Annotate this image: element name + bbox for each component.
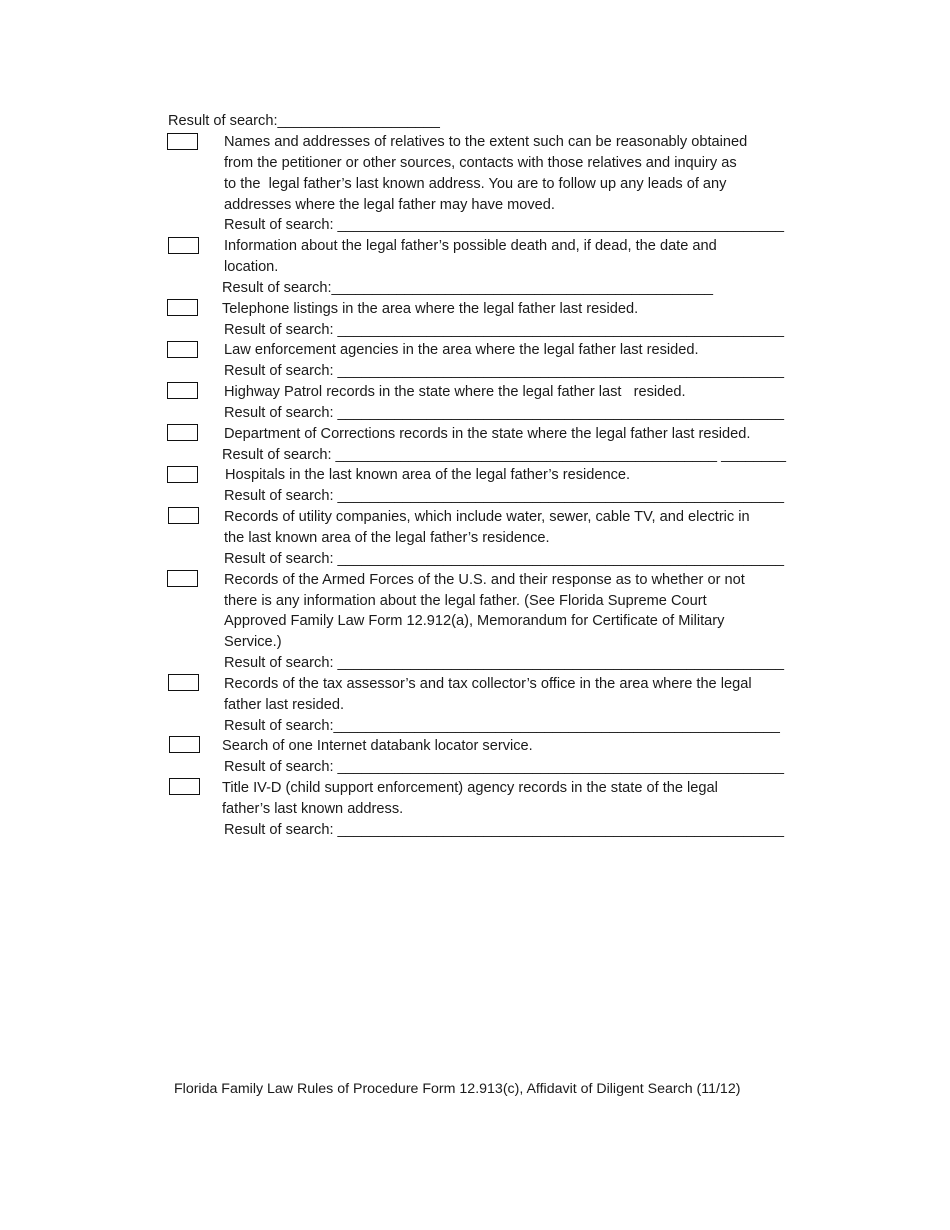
item-law-enforcement: Law enforcement agencies in the area where the legal father last resided. xyxy=(224,342,699,358)
checkbox-corrections[interactable] xyxy=(167,424,198,441)
checkbox-highway-patrol[interactable] xyxy=(167,382,198,399)
item-death-info-line-2: location. xyxy=(224,259,279,275)
item-armed-forces-line-2: there is any information about the legal father. (See Florida Supreme Court xyxy=(224,593,707,609)
checkbox-death-info[interactable] xyxy=(168,237,199,254)
checkbox-hospitals[interactable] xyxy=(167,466,198,483)
result-law-enforcement[interactable]: Result of search: _______________________________________________________ xyxy=(224,363,784,379)
checkbox-relatives[interactable] xyxy=(167,133,198,150)
item-utility-line-1: Records of utility companies, which include water, sewer, cable TV, and electric in xyxy=(224,509,750,525)
item-utility-line-2: the last known area of the legal father’s residence. xyxy=(224,530,550,546)
form-footer: Florida Family Law Rules of Procedure Form 12.913(c), Affidavit of Diligent Search (11/12) xyxy=(174,1081,741,1097)
item-relatives-line-2: from the petitioner or other sources, contacts with those relatives and inquiry as xyxy=(224,155,737,171)
result-highway-patrol[interactable]: Result of search: _______________________________________________________ xyxy=(224,405,784,421)
result-relatives[interactable]: Result of search: _______________________________________________________ xyxy=(224,217,784,233)
item-hospitals: Hospitals in the last known area of the legal father’s residence. xyxy=(225,467,631,483)
item-internet-locator: Search of one Internet databank locator service. xyxy=(222,738,533,754)
checkbox-law-enforcement[interactable] xyxy=(167,341,198,358)
result-hospitals[interactable]: Result of search: _______________________________________________________ xyxy=(224,488,784,504)
checkbox-tax-records[interactable] xyxy=(168,674,199,691)
result-utility[interactable]: Result of search: _______________________________________________________ xyxy=(224,551,784,567)
item-armed-forces-line-3: Approved Family Law Form 12.912(a), Memorandum for Certificate of Military xyxy=(224,613,725,629)
result-tax-records[interactable]: Result of search:_______________________________________________________ xyxy=(224,718,780,734)
result-armed-forces[interactable]: Result of search: _______________________________________________________ xyxy=(224,655,784,671)
item-highway-patrol: Highway Patrol records in the state where the legal father last resided. xyxy=(224,384,686,400)
item-title-iv-d-line-1: Title IV-D (child support enforcement) agency records in the state of the legal xyxy=(222,780,718,796)
result-internet-locator[interactable]: Result of search: _______________________________________________________ xyxy=(224,759,784,775)
item-death-info-line-1: Information about the legal father’s possible death and, if dead, the date and xyxy=(224,238,717,254)
checkbox-utility[interactable] xyxy=(168,507,199,524)
result-corrections[interactable]: Result of search: _______________________________________________ ________ xyxy=(222,447,787,463)
checkbox-internet-locator[interactable] xyxy=(169,736,200,753)
result-death-info[interactable]: Result of search:_______________________________________________ xyxy=(222,280,713,296)
checkbox-armed-forces[interactable] xyxy=(167,570,198,587)
item-telephone: Telephone listings in the area where the legal father last resided. xyxy=(222,301,639,317)
item-relatives-line-4: addresses where the legal father may have moved. xyxy=(224,197,555,213)
item-title-iv-d-line-2: father’s last known address. xyxy=(222,801,404,817)
top-result-of-search[interactable]: Result of search:____________________ xyxy=(168,113,440,129)
item-relatives-line-1: Names and addresses of relatives to the extent such can be reasonably obtained xyxy=(224,134,748,150)
item-relatives-line-3: to the legal father’s last known address. You are to follow up any leads of any xyxy=(224,176,727,192)
result-telephone[interactable]: Result of search: _______________________________________________________ xyxy=(224,322,784,338)
result-title-iv-d[interactable]: Result of search: _______________________________________________________ xyxy=(224,822,784,838)
item-armed-forces-line-1: Records of the Armed Forces of the U.S. and their response as to whether or not xyxy=(224,572,745,588)
item-tax-records-line-1: Records of the tax assessor’s and tax collector’s office in the area where the legal xyxy=(224,676,752,692)
item-armed-forces-line-4: Service.) xyxy=(224,634,282,650)
checkbox-telephone[interactable] xyxy=(167,299,198,316)
item-tax-records-line-2: father last resided. xyxy=(224,697,345,713)
item-corrections: Department of Corrections records in the state where the legal father last resided. xyxy=(224,426,751,442)
checkbox-title-iv-d[interactable] xyxy=(169,778,200,795)
